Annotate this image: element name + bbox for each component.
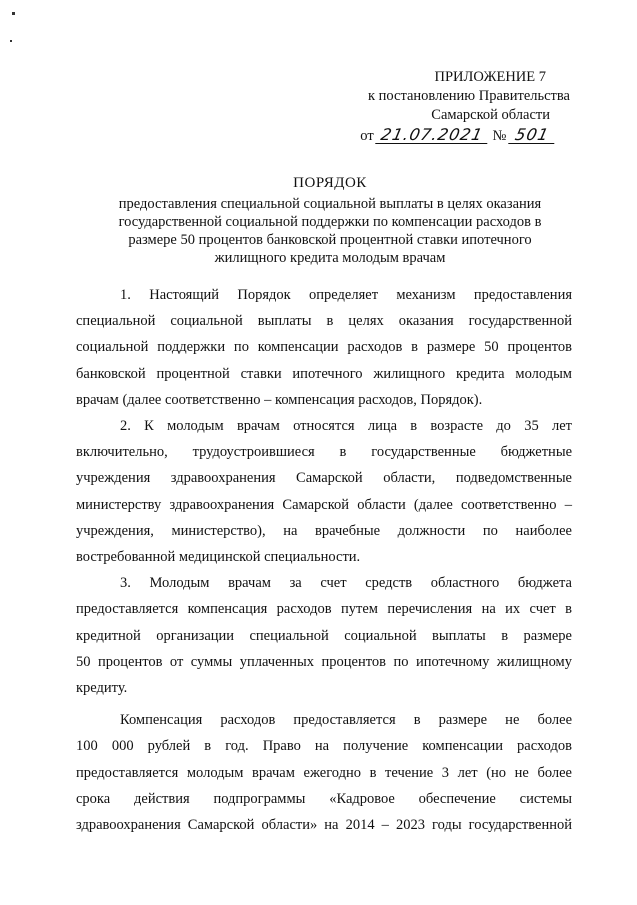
text-line: здравоохранения Самарской области» на 2014 – 2023 годы государственной xyxy=(76,817,572,834)
text-line: срока действия подпрограммы «Кадровое обеспечение системы xyxy=(76,790,572,807)
text-line: кредиту. xyxy=(76,680,128,697)
title-line: жилищного кредита молодым врачам xyxy=(214,250,446,266)
document-body xyxy=(76,282,572,838)
text-line: врачам (далее соответственно – компенсация расходов, Порядок). xyxy=(76,391,483,408)
text-line: предоставляется компенсация расходов путем перечисления на их счет в xyxy=(76,601,572,618)
title-line: государственной социальной поддержки по компенсации расходов в xyxy=(118,214,542,230)
title-line: размере 50 процентов банковской процентной ставки ипотечного xyxy=(128,232,532,248)
text-line: кредитной организации специальной социальной выплаты в размере xyxy=(76,627,572,644)
text-line: социальной поддержки по компенсации расходов в размере 50 процентов xyxy=(76,339,572,356)
appendix-date-number-line xyxy=(300,127,570,146)
text-line: учреждения, министерство), на врачебные должности по наиболее xyxy=(76,522,572,539)
handwritten-date: 21.07.2021 xyxy=(375,127,490,144)
paragraph-1 xyxy=(76,282,572,413)
appendix-reference: к постановлению Правительства xyxy=(368,88,570,104)
paragraph-3 xyxy=(76,570,572,701)
title-heading: ПОРЯДОК xyxy=(293,175,367,191)
paragraph-4 xyxy=(76,707,572,838)
text-line: включительно, трудоустроившиеся в государственные бюджетные xyxy=(76,444,572,461)
number-sign: № xyxy=(492,128,507,144)
text-line: 50 процентов от суммы уплаченных процентов по ипотечному жилищному xyxy=(76,653,572,670)
text-line: Компенсация расходов предоставляется в размере не более xyxy=(120,712,572,729)
document-title xyxy=(50,174,610,267)
text-line: 100 000 рублей в год. Право на получение компенсации расходов xyxy=(76,738,572,755)
text-line: 2. К молодым врачам относятся лица в возрасте до 35 лет xyxy=(120,418,572,435)
text-line: банковской процентной ставки ипотечного жилищного кредита молодым xyxy=(76,365,572,382)
scan-artifact-dot xyxy=(12,12,15,15)
title-line: предоставления специальной социальной выплаты в целях оказания xyxy=(118,196,542,212)
text-line: востребованной медицинской специальности. xyxy=(76,549,361,566)
text-line: 1. Настоящий Порядок определяет механизм предоставления xyxy=(120,287,572,303)
appendix-title: ПРИЛОЖЕНИЕ 7 xyxy=(434,69,546,85)
text-line: 3. Молодым врачам за счет средств областного бюджета xyxy=(120,575,572,592)
text-line: предоставляется молодым врачам ежегодно в течение 3 лет (но не более xyxy=(76,764,572,781)
text-line: специальной социальной выплаты в целях оказания государственной xyxy=(76,313,572,330)
paragraph-2 xyxy=(76,413,572,570)
appendix-region: Самарской области xyxy=(431,107,550,123)
scan-artifact-dot xyxy=(10,40,12,42)
text-line: министерству здравоохранения Самарской области (далее соответственно – xyxy=(76,496,572,513)
handwritten-number: 501 xyxy=(508,127,558,144)
date-prefix: от xyxy=(360,128,374,144)
appendix-header xyxy=(300,68,570,146)
text-line: учреждения здравоохранения Самарской области, подведомственные xyxy=(76,470,572,487)
